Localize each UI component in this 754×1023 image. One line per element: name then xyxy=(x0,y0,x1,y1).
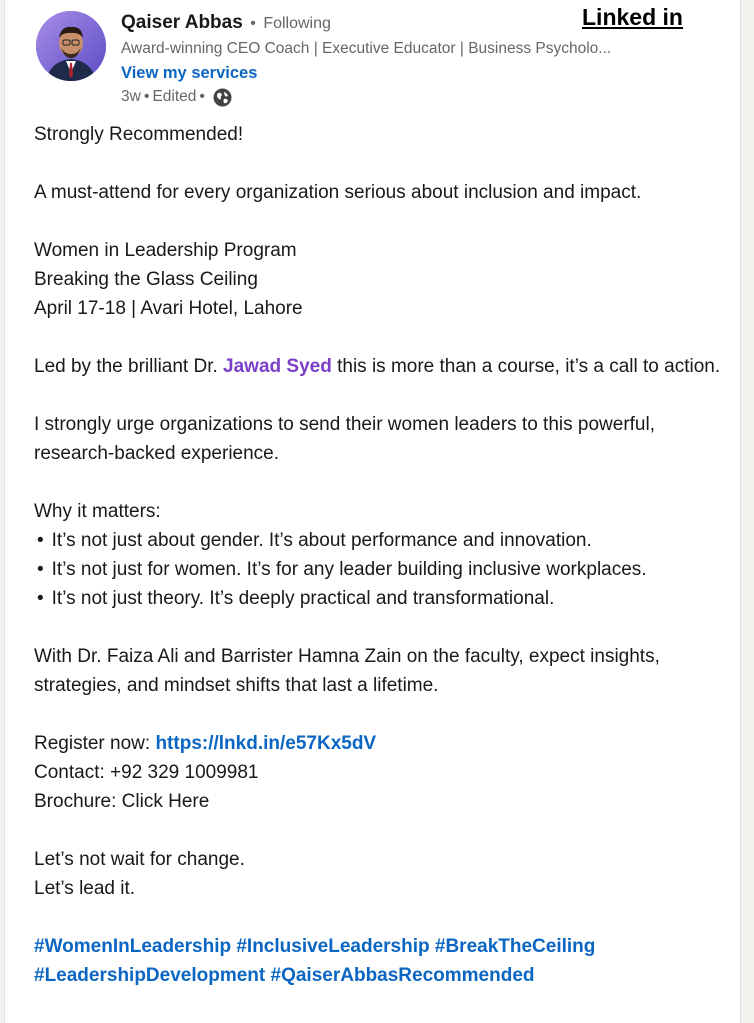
program-subtitle: Breaking the Glass Ceiling xyxy=(34,269,258,290)
why-heading: Why it matters: xyxy=(34,501,161,522)
contact-line: Contact: +92 329 1009981 xyxy=(34,762,259,783)
bullet-text: It’s not just for women. It’s for any leader building inclusive workplaces. xyxy=(51,559,647,580)
hashtags-line-1[interactable]: #WomenInLeadership #InclusiveLeadership #BreakTheCeiling xyxy=(34,936,596,957)
separator-dot: • xyxy=(143,88,150,105)
post-time: 3w xyxy=(121,88,141,105)
bullet-dot: • xyxy=(37,588,44,609)
led-by-paragraph xyxy=(34,352,734,381)
bullet-dot: • xyxy=(37,559,44,580)
register-link[interactable]: https://lnkd.in/e57Kx5dV xyxy=(155,733,377,754)
linkedin-watermark: Linked in xyxy=(582,4,683,30)
follow-status[interactable]: Following xyxy=(263,15,331,32)
closing-block xyxy=(34,845,734,903)
closing-line-2: Let’s lead it. xyxy=(34,878,136,899)
post-meta xyxy=(121,86,233,108)
list-item xyxy=(34,584,734,613)
avatar[interactable] xyxy=(36,11,106,81)
contact-block xyxy=(34,729,734,816)
brochure-line: Brochure: Click Here xyxy=(34,791,210,812)
bullet-dot: • xyxy=(37,530,44,551)
post-body xyxy=(34,120,734,1019)
separator-dot: • xyxy=(250,15,256,32)
closing-line-1: Let’s not wait for change. xyxy=(34,849,245,870)
author-headline: Award-winning CEO Coach | Executive Educator | Business Psycholo... xyxy=(121,40,612,57)
program-name: Women in Leadership Program xyxy=(34,240,297,261)
mention-jawad-syed[interactable]: Jawad Syed xyxy=(223,356,332,377)
post-tagline: A must-attend for every organization serious about inclusion and impact. xyxy=(34,182,642,203)
bullet-list xyxy=(34,526,734,613)
program-block xyxy=(34,236,734,323)
urge-paragraph: I strongly urge organizations to send their women leaders to this powerful, research-backed experience. xyxy=(34,414,655,464)
edited-label: Edited xyxy=(152,88,197,105)
bullet-text: It’s not just theory. It’s deeply practical and transformational. xyxy=(51,588,555,609)
program-date-venue: April 17-18 | Avari Hotel, Lahore xyxy=(34,298,303,319)
globe-icon xyxy=(212,87,233,108)
list-item xyxy=(34,526,734,555)
hashtags xyxy=(34,932,734,990)
led-by-prefix: Led by the brilliant Dr. xyxy=(34,356,224,377)
author-name[interactable]: Qaiser Abbas xyxy=(121,12,243,33)
post-intro: Strongly Recommended! xyxy=(34,124,244,145)
list-item xyxy=(34,555,734,584)
led-by-suffix: this is more than a course, it’s a call to action. xyxy=(331,356,721,377)
bullet-text: It’s not just about gender. It’s about performance and innovation. xyxy=(51,530,592,551)
why-block xyxy=(34,497,734,613)
register-label: Register now: xyxy=(34,733,156,754)
separator-dot: • xyxy=(199,88,205,105)
post-card xyxy=(4,0,741,1023)
faculty-paragraph: With Dr. Faiza Ali and Barrister Hamna Zain on the faculty, expect insights, strategies, and mindset shifts that last a lifetime. xyxy=(34,646,660,696)
view-services-link[interactable]: View my services xyxy=(121,64,258,82)
hashtags-line-2[interactable]: #LeadershipDevelopment #QaiserAbbasRecommended xyxy=(34,965,535,986)
avatar-photo xyxy=(36,11,106,81)
author-line xyxy=(121,11,331,36)
